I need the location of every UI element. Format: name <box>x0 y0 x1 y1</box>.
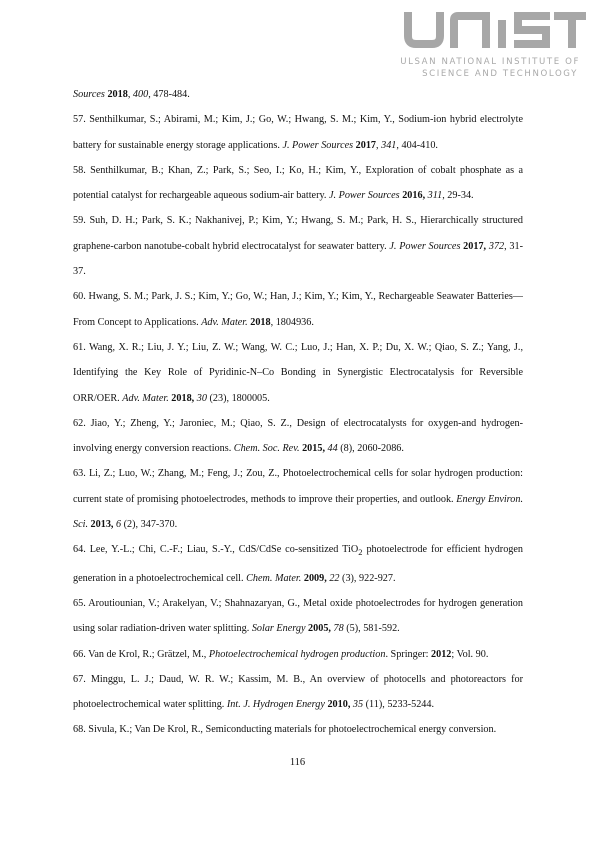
logo-line-2: SCIENCE AND TECHNOLOGY <box>422 69 578 79</box>
reference-ref-60 <box>73 284 523 335</box>
italic-text: 30 <box>196 392 207 404</box>
reference-text: , 404-410. <box>396 139 438 151</box>
bold-text: 2016, <box>402 190 426 202</box>
bold-text: 2018 <box>107 89 128 100</box>
reference-text: 59. Suh, D. H.; Park, S. K.; Nakhanivej, P.; Kim, Y.; Hwang, S. M.; Park, H. S., Hierarchically structured graphene-carbon nanotube-cobalt hybrid electrocatalyst for seawater battery. <box>73 215 523 252</box>
reference-text: (3), 922-927. <box>339 572 396 584</box>
reference-ref-59 <box>73 208 523 284</box>
italic-text: Sources <box>73 89 108 100</box>
reference-text: 65. Aroutiounian, V.; Arakelyan, V.; Shahnazaryan, G., Metal oxide photoelectrodes for hydrogen generation using solar radiation-driven water splitting. <box>73 597 523 635</box>
reference-text: 68. Sivula, K.; Van De Krol, R., Semiconducting materials for photoelectrochemical energy conversion. <box>73 724 497 736</box>
page-number: 116 <box>289 757 306 768</box>
reference-text: (11), 5233-5244. <box>363 699 435 711</box>
reference-ref-62 <box>73 411 523 462</box>
reference-text: 66. Van de Krol, R.; Grätzel, M., <box>73 648 209 660</box>
reference-text: 62. Jiao, Y.; Zheng, Y.; Jaroniec, M.; Qiao, S. Z., Design of electrocatalysts for oxygen-and hydrogen-involving energy conversion reactions. <box>73 417 523 455</box>
reference-text: , 29-34. <box>442 190 474 202</box>
reference-text: ; Vol. 90. <box>451 648 489 660</box>
reference-text: 63. Li, Z.; Luo, W.; Zhang, M.; Feng, J.; Zou, Z., Photoelectrochemical cells for solar hydrogen production: current state of promising photoelectrodes, methods to improve their properties, and outlook. <box>73 468 523 505</box>
italic-text: Adv. Mater. <box>201 316 248 328</box>
reference-ref-57 <box>73 107 523 158</box>
bold-text: 2015, <box>302 443 325 455</box>
reference-text: (23), 1800005. <box>206 392 270 404</box>
bold-text: 2017 <box>355 139 376 151</box>
unist-logo-mark <box>402 12 586 48</box>
bold-text: 2009, <box>303 572 327 584</box>
reference-text: , 1804936. <box>270 316 314 328</box>
reference-text: 58. Senthilkumar, B.; Khan, Z.; Park, S.; Seo, I.; Ko, H.; Kim, Y., Exploration of cobalt phosphate as a potential catalyst for rechargeable aqueous sodium-air battery. <box>73 164 523 202</box>
reference-text: 67. Minggu, L. J.; Daud, W. R. W.; Kassim, M. B., An overview of photocells and photoreactors for photoelectrochemical water splitting. <box>73 673 523 711</box>
reference-ref-67 <box>73 667 523 718</box>
reference-ref-63 <box>73 461 523 537</box>
italic-text: 372 <box>488 240 505 252</box>
logo-line-1: ULSAN NATIONAL INSTITUTE OF <box>400 57 580 67</box>
reference-text: , <box>376 139 382 151</box>
italic-text: 78 <box>333 623 344 635</box>
reference-text: 64. Lee, Y.-L.; Chi, C.-F.; Liau, S.-Y., CdS/CdSe co-sensitized TiO <box>73 544 359 556</box>
reference-text: , <box>127 89 133 100</box>
bold-text: 2005, <box>308 623 331 635</box>
reference-ref-66 <box>73 642 523 667</box>
reference-text: 61. Wang, X. R.; Liu, J. Y.; Liu, Z. W.; Wang, W. C.; Luo, J.; Han, X. P.; Du, X. W.; Qiao, S. Z.; Yang, J., Identifying the Key Role of Pyridinic-N–Co Bonding in Synergistic Electrocatalysis for Reversible ORR/OER. <box>73 341 523 404</box>
italic-text: Adv. Mater. <box>122 392 169 404</box>
bold-text: 2017, <box>463 240 487 252</box>
bold-text: 2012 <box>431 648 452 660</box>
reference-ref-61 <box>73 335 523 411</box>
reference-text: , 31-37. <box>73 240 523 278</box>
reference-ref-65 <box>73 591 523 642</box>
reference-text: (8), 2060-2086. <box>337 443 404 455</box>
italic-text: J. Power Sources <box>329 190 400 202</box>
reference-ref-64 <box>73 537 523 591</box>
bold-text: 2018, <box>171 392 195 404</box>
reference-text: (5), 581-592. <box>343 623 400 635</box>
reference-text: 60. Hwang, S. M.; Park, J. S.; Kim, Y.; Go, W.; Han, J.; Kim, Y.; Kim, Y., Rechargeable Seawater Batteries—From Concept to Applications. <box>73 291 523 328</box>
italic-text: J. Power Sources <box>282 139 354 151</box>
italic-text: Photoelectrochemical hydrogen production <box>208 648 386 660</box>
italic-text: 311 <box>427 190 443 202</box>
reference-text: (2), 347-370. <box>121 519 178 531</box>
reference-text: . Springer: <box>385 648 432 660</box>
reference-list <box>73 82 523 743</box>
italic-text: Chem. Mater. <box>246 572 302 584</box>
italic-text: 44 <box>327 443 338 455</box>
reference-text: 57. Senthilkumar, S.; Abirami, M.; Kim, J.; Go, W.; Hwang, S. M.; Kim, Y., Sodium-ion hybrid electrolyte battery for sustainable energy storage applications. <box>73 114 523 151</box>
italic-text: 6 <box>116 519 122 531</box>
italic-text: 400 <box>132 89 149 100</box>
reference-ref-68 <box>73 717 523 742</box>
italic-text: J. Power Sources <box>389 240 461 252</box>
italic-text: 35 <box>352 699 364 711</box>
bold-text: 2018 <box>250 316 271 328</box>
italic-text: 341 <box>381 139 397 151</box>
bold-text: 2013, <box>90 519 114 531</box>
reference-ref-56-tail <box>73 82 523 107</box>
bold-text: 2010, <box>327 699 351 711</box>
italic-text: Energy Environ. Sci. <box>73 493 523 531</box>
italic-text: Solar Energy <box>251 623 306 635</box>
reference-text: photoelectrode for efficient hydrogen generation in a photoelectrochemical cell. <box>73 544 524 584</box>
reference-ref-58 <box>73 158 523 209</box>
unist-logo <box>400 10 588 84</box>
italic-text: Int. J. Hydrogen Energy <box>226 699 325 711</box>
italic-text: Chem. Soc. Rev. <box>233 443 300 455</box>
italic-text: 22 <box>329 572 340 584</box>
reference-text: , 478-484. <box>148 89 190 100</box>
subscript-text: 2 <box>358 547 363 558</box>
